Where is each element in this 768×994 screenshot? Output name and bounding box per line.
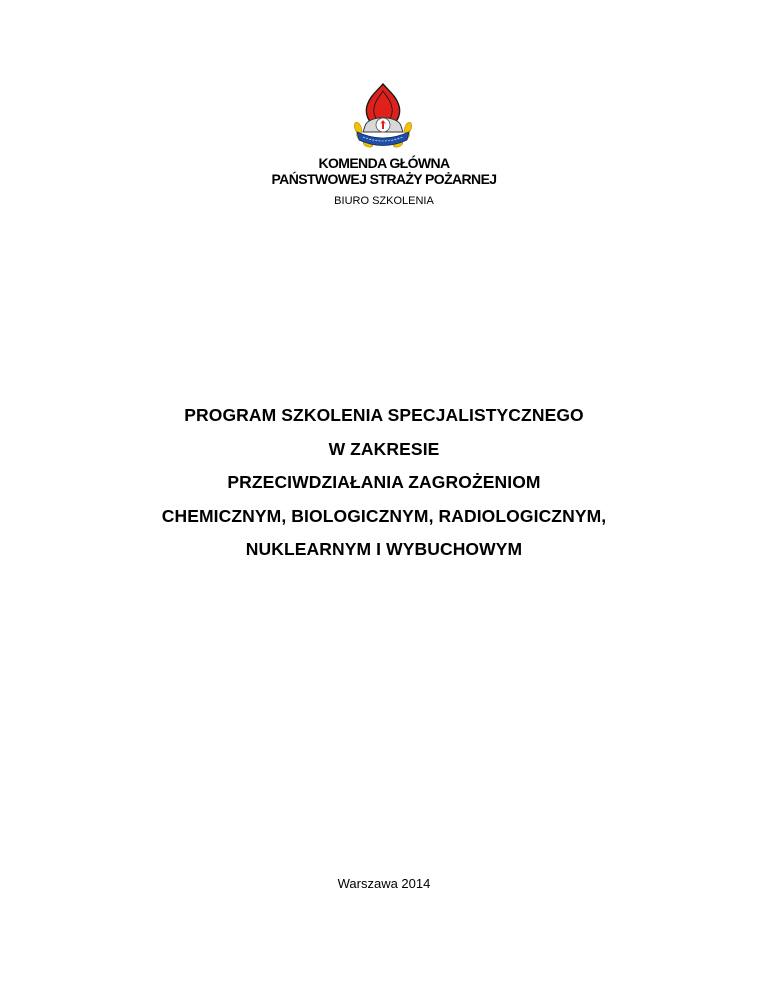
organization-name-line-1: KOMENDA GŁÓWNA [318,155,450,171]
office-name: BIURO SZKOLENIA [334,195,434,207]
state-fire-service-emblem-icon [348,82,418,152]
title-line: PROGRAM SZKOLENIA SPECJALISTYCZNEGO [184,405,584,425]
title-line: W ZAKRESIE [328,438,440,459]
place-and-year: Warszawa 2014 [337,876,431,891]
title-line: PRZECIWDZIAŁANIA ZAGROŻENIOM [227,472,541,492]
organization-name-line-2: PAŃSTWOWEJ STRAŻY POŻARNEJ [271,171,497,187]
document-title [0,399,768,567]
title-line: NUKLEARNYM I WYBUCHOWYM [245,539,523,559]
title-line: CHEMICZNYM, BIOLOGICZNYM, RADIOLOGICZNYM, [161,505,607,526]
